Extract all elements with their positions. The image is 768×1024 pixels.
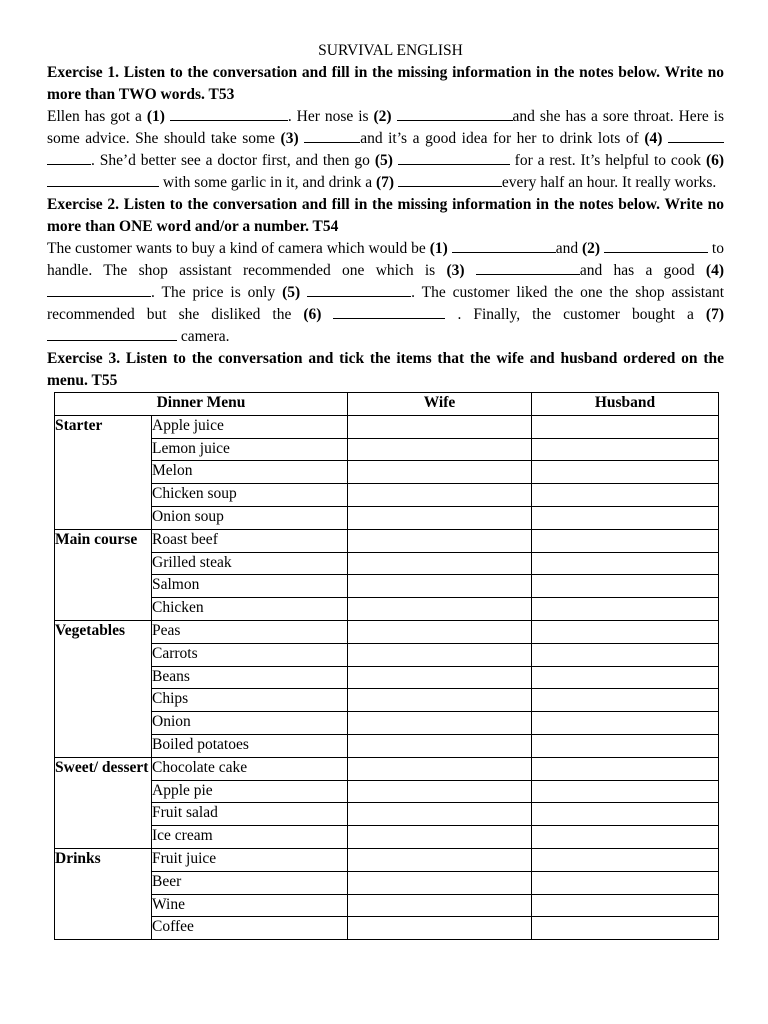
column-header-wife: Wife bbox=[348, 393, 532, 416]
husband-tick-cell[interactable] bbox=[532, 894, 719, 917]
menu-item-cell: Beans bbox=[152, 666, 348, 689]
husband-tick-cell[interactable] bbox=[532, 529, 719, 552]
menu-table-body bbox=[55, 415, 719, 939]
wife-tick-cell[interactable] bbox=[348, 894, 532, 917]
menu-item-cell: Beer bbox=[152, 871, 348, 894]
table-row bbox=[55, 552, 719, 575]
menu-item-cell: Lemon juice bbox=[152, 438, 348, 461]
column-header-dinner-menu: Dinner Menu bbox=[55, 393, 348, 416]
husband-tick-cell[interactable] bbox=[532, 666, 719, 689]
table-row bbox=[55, 757, 719, 780]
table-row bbox=[55, 620, 719, 643]
husband-tick-cell[interactable] bbox=[532, 803, 719, 826]
table-row bbox=[55, 780, 719, 803]
husband-tick-cell[interactable] bbox=[532, 757, 719, 780]
wife-tick-cell[interactable] bbox=[348, 575, 532, 598]
answer-blank-4[interactable] bbox=[47, 283, 151, 297]
answer-blank-5[interactable] bbox=[398, 151, 510, 165]
answer-blank-6[interactable] bbox=[333, 305, 445, 319]
husband-tick-cell[interactable] bbox=[532, 712, 719, 735]
menu-item-cell: Ice cream bbox=[152, 826, 348, 849]
table-row bbox=[55, 848, 719, 871]
wife-tick-cell[interactable] bbox=[348, 689, 532, 712]
menu-item-cell: Fruit juice bbox=[152, 848, 348, 871]
husband-tick-cell[interactable] bbox=[532, 917, 719, 940]
table-row bbox=[55, 666, 719, 689]
table-header-row bbox=[55, 393, 719, 416]
husband-tick-cell[interactable] bbox=[532, 598, 719, 621]
table-row bbox=[55, 826, 719, 849]
wife-tick-cell[interactable] bbox=[348, 848, 532, 871]
wife-tick-cell[interactable] bbox=[348, 484, 532, 507]
wife-tick-cell[interactable] bbox=[348, 780, 532, 803]
table-row bbox=[55, 484, 719, 507]
husband-tick-cell[interactable] bbox=[532, 620, 719, 643]
table-row bbox=[55, 461, 719, 484]
menu-category-cell: Sweet/ dessert bbox=[55, 757, 152, 848]
answer-blank-6[interactable] bbox=[47, 173, 159, 187]
wife-tick-cell[interactable] bbox=[348, 666, 532, 689]
menu-item-cell: Melon bbox=[152, 461, 348, 484]
answer-blank-7[interactable] bbox=[47, 327, 177, 341]
wife-tick-cell[interactable] bbox=[348, 552, 532, 575]
menu-category-cell: Main course bbox=[55, 529, 152, 620]
table-row bbox=[55, 871, 719, 894]
menu-item-cell: Wine bbox=[152, 894, 348, 917]
menu-item-cell: Carrots bbox=[152, 643, 348, 666]
wife-tick-cell[interactable] bbox=[348, 803, 532, 826]
menu-item-cell: Fruit salad bbox=[152, 803, 348, 826]
answer-blank-2[interactable] bbox=[604, 239, 708, 253]
answer-blank-4a[interactable] bbox=[668, 129, 724, 143]
exercise-1-text: Ellen has got a (1) . Her nose is (2) and she has a sore throat. Here is some advice. She should take some (3) and it’s a good idea for her to drink lots of (4) . She’d better see a doctor first, and then go (5) for a rest. It’s helpful to cook (6) with some garlic in it, and drink a (7) every half an hour. It really works. bbox=[47, 108, 725, 191]
husband-tick-cell[interactable] bbox=[532, 552, 719, 575]
menu-item-cell: Grilled steak bbox=[152, 552, 348, 575]
menu-item-cell: Onion bbox=[152, 712, 348, 735]
answer-blank-3[interactable] bbox=[476, 261, 580, 275]
table-row bbox=[55, 529, 719, 552]
menu-item-cell: Apple pie bbox=[152, 780, 348, 803]
husband-tick-cell[interactable] bbox=[532, 506, 719, 529]
table-row bbox=[55, 415, 719, 438]
exercise-2-text: The customer wants to buy a kind of camera which would be (1) and (2) to handle. The shop assistant recommended one which is (3) and has a good (4) . The price is only (5) . The customer liked the one the shop assistant recommended but she disliked the (6) . Finally, the customer bought a (7) camera. bbox=[47, 240, 725, 345]
menu-item-cell: Chicken bbox=[152, 598, 348, 621]
answer-blank-4b[interactable] bbox=[47, 151, 91, 165]
husband-tick-cell[interactable] bbox=[532, 415, 719, 438]
wife-tick-cell[interactable] bbox=[348, 917, 532, 940]
husband-tick-cell[interactable] bbox=[532, 826, 719, 849]
menu-item-cell: Onion soup bbox=[152, 506, 348, 529]
menu-item-cell: Chocolate cake bbox=[152, 757, 348, 780]
exercise-3-heading: Exercise 3. Listen to the conversation and tick the items that the wife and husband ordered on the menu. T55 bbox=[47, 350, 724, 389]
table-row bbox=[55, 506, 719, 529]
wife-tick-cell[interactable] bbox=[348, 506, 532, 529]
husband-tick-cell[interactable] bbox=[532, 643, 719, 666]
table-row bbox=[55, 803, 719, 826]
husband-tick-cell[interactable] bbox=[532, 871, 719, 894]
wife-tick-cell[interactable] bbox=[348, 529, 532, 552]
table-row bbox=[55, 689, 719, 712]
table-row bbox=[55, 575, 719, 598]
table-row bbox=[55, 712, 719, 735]
table-row bbox=[55, 734, 719, 757]
table-row bbox=[55, 894, 719, 917]
answer-blank-3[interactable] bbox=[304, 129, 360, 143]
husband-tick-cell[interactable] bbox=[532, 484, 719, 507]
menu-item-cell: Peas bbox=[152, 620, 348, 643]
menu-item-cell: Chicken soup bbox=[152, 484, 348, 507]
husband-tick-cell[interactable] bbox=[532, 461, 719, 484]
menu-category-cell: Vegetables bbox=[55, 620, 152, 757]
menu-item-cell: Coffee bbox=[152, 917, 348, 940]
wife-tick-cell[interactable] bbox=[348, 598, 532, 621]
menu-category-cell: Drinks bbox=[55, 848, 152, 939]
answer-blank-1[interactable] bbox=[170, 107, 288, 121]
table-row bbox=[55, 438, 719, 461]
table-row bbox=[55, 598, 719, 621]
exercise-1-heading: Exercise 1. Listen to the conversation and fill in the missing information in the notes below. Write no more than TWO words. T53 bbox=[47, 64, 724, 103]
wife-tick-cell[interactable] bbox=[348, 757, 532, 780]
answer-blank-2[interactable] bbox=[397, 107, 513, 121]
answer-blank-5[interactable] bbox=[307, 283, 411, 297]
exercise-2-heading: Exercise 2. Listen to the conversation and fill in the missing information in the notes below. Write no more than ONE word and/or a number. T54 bbox=[47, 196, 724, 235]
wife-tick-cell[interactable] bbox=[348, 620, 532, 643]
husband-tick-cell[interactable] bbox=[532, 575, 719, 598]
table-row bbox=[55, 643, 719, 666]
menu-item-cell: Salmon bbox=[152, 575, 348, 598]
menu-item-cell: Boiled potatoes bbox=[152, 734, 348, 757]
dinner-menu-table bbox=[54, 392, 719, 940]
wife-tick-cell[interactable] bbox=[348, 438, 532, 461]
menu-item-cell: Roast beef bbox=[152, 529, 348, 552]
husband-tick-cell[interactable] bbox=[532, 438, 719, 461]
husband-tick-cell[interactable] bbox=[532, 689, 719, 712]
wife-tick-cell[interactable] bbox=[348, 461, 532, 484]
menu-category-cell: Starter bbox=[55, 415, 152, 529]
husband-tick-cell[interactable] bbox=[532, 848, 719, 871]
wife-tick-cell[interactable] bbox=[348, 415, 532, 438]
column-header-husband: Husband bbox=[532, 393, 719, 416]
wife-tick-cell[interactable] bbox=[348, 712, 532, 735]
page-title: SURVIVAL ENGLISH bbox=[318, 42, 463, 59]
wife-tick-cell[interactable] bbox=[348, 734, 532, 757]
husband-tick-cell[interactable] bbox=[532, 734, 719, 757]
answer-blank-1[interactable] bbox=[452, 239, 556, 253]
wife-tick-cell[interactable] bbox=[348, 871, 532, 894]
menu-item-cell: Chips bbox=[152, 689, 348, 712]
husband-tick-cell[interactable] bbox=[532, 780, 719, 803]
wife-tick-cell[interactable] bbox=[348, 826, 532, 849]
answer-blank-7[interactable] bbox=[398, 173, 502, 187]
menu-item-cell: Apple juice bbox=[152, 415, 348, 438]
table-row bbox=[55, 917, 719, 940]
wife-tick-cell[interactable] bbox=[348, 643, 532, 666]
